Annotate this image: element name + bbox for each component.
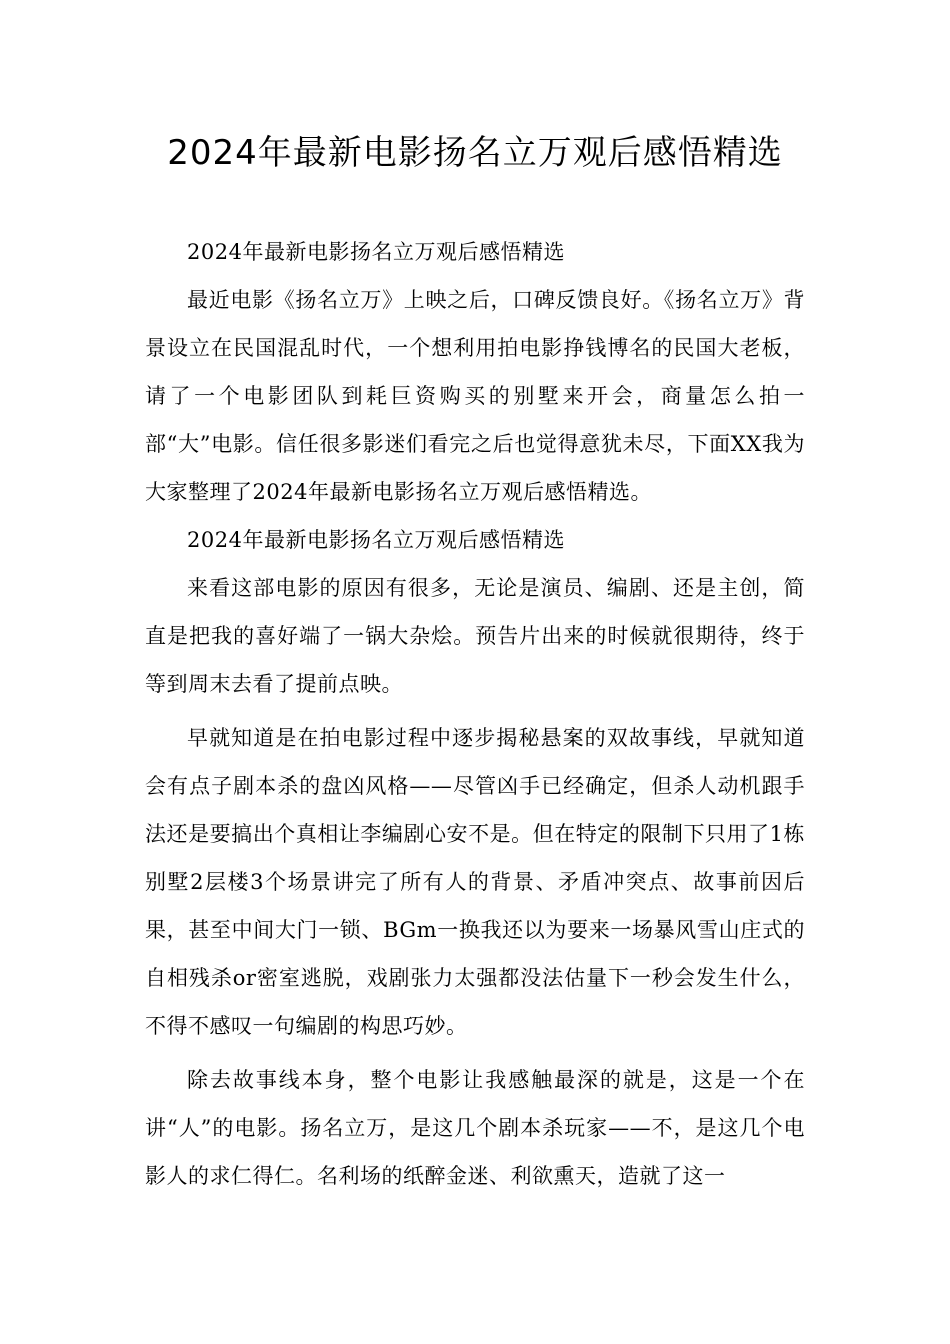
document-body bbox=[145, 228, 805, 1200]
paragraph-subtitle: 2024年最新电影扬名立万观后感悟精选 bbox=[187, 240, 565, 264]
paragraph-intro: 最近电影《扬名立万》上映之后，口碑反馈良好。《扬名立万》背景设立在民国混乱时代，一个想利用拍电影挣钱博名的民国大老板，请了一个电影团队到耗巨资购买的别墅来开会，商量怎么拍一部“大”电影。信任很多影迷们看完之后也觉得意犹未尽，下面XX我为大家整理了2024年最新电影扬名立万观后感悟精选。 bbox=[145, 288, 805, 504]
document-title: 2024年最新电影扬名立万观后感悟精选 bbox=[167, 133, 783, 173]
paragraph-reason: 来看这部电影的原因有很多，无论是演员、编剧、还是主创，简直是把我的喜好端了一锅大杂烩。预告片出来的时候就很期待，终于等到周末去看了提前点映。 bbox=[145, 576, 805, 696]
paragraph-people: 除去故事线本身，整个电影让我感触最深的就是，这是一个在讲“人”的电影。扬名立万，是这几个剧本杀玩家——不，是这几个电影人的求仁得仁。名利场的纸醉金迷、利欲熏天，造就了这一 bbox=[145, 1068, 805, 1188]
paragraph-subtitle-repeat: 2024年最新电影扬名立万观后感悟精选 bbox=[187, 528, 565, 552]
paragraph-story: 早就知道是在拍电影过程中逐步揭秘悬案的双故事线，早就知道会有点子剧本杀的盘凶风格——尽管凶手已经确定，但杀人动机跟手法还是要搞出个真相让李编剧心安不是。但在特定的限制下只用了1栋别墅2层楼3个场景讲完了所有人的背景、矛盾冲突点、故事前因后果，甚至中间大门一锁、BGm一换我还以为要来一场暴风雪山庄式的自相残杀or密室逃脱，戏剧张力太强都没法估量下一秒会发生什么，不得不感叹一句编剧的构思巧妙。 bbox=[145, 726, 805, 1038]
